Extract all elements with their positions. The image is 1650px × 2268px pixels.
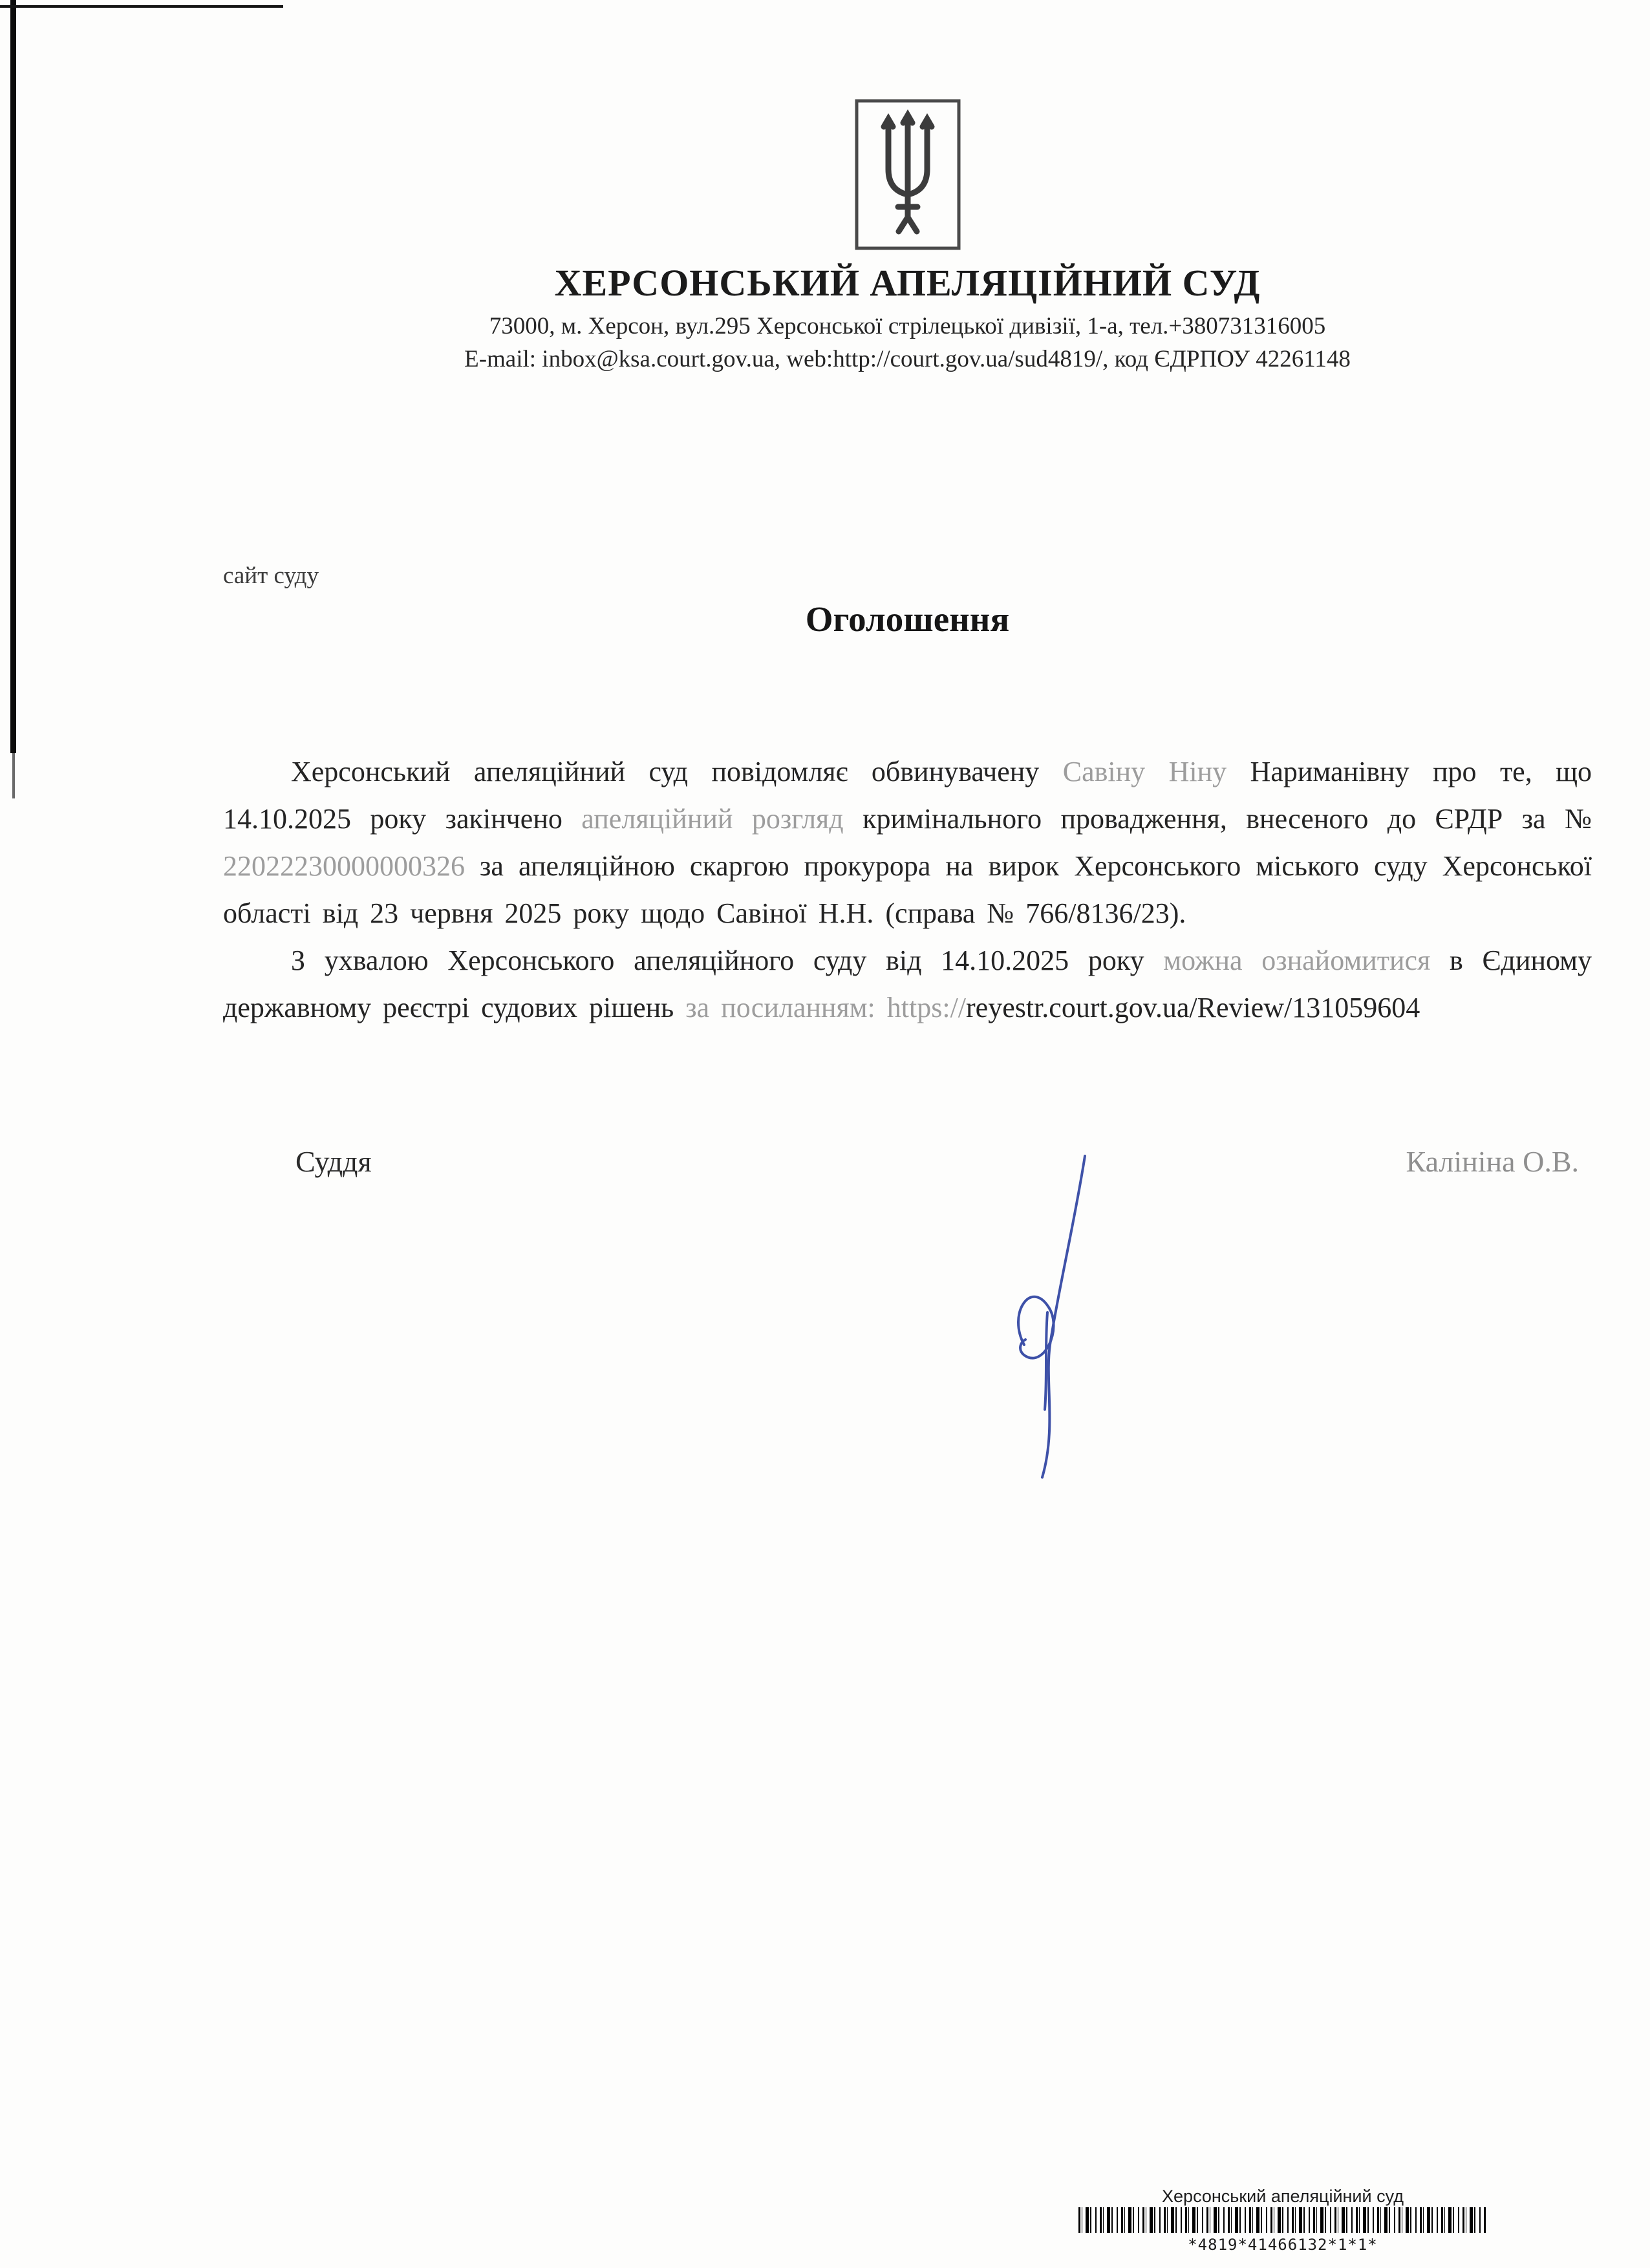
court-address: 73000, м. Херсон, вул.295 Херсонської стрілецької дивізії, 1-а, тел.+380731316005 bbox=[489, 313, 1326, 339]
announcement-body bbox=[223, 748, 1592, 1031]
footer-barcode-block bbox=[1078, 2187, 1487, 2254]
judge-name: Калініна О.В. bbox=[1406, 1145, 1579, 1178]
announcement-paragraph-1: Херсонський апеляційний суд повідомляє обвинувачену Савіну Ніну Нариманівну про те, що 14.10.2025 року закінчено апеляційний розгляд кримінального провадження, внесеного до ЄРДР за № 22022230000000326 за апеляційною скаргою прокурора на вирок Херсонського міського суду Херсонської області від 23 червня 2025 року щодо Савіної Н.Н. (справа № 766/8136/23). bbox=[223, 756, 1592, 929]
scan-artifact-left-edge bbox=[10, 0, 16, 753]
judge-signature bbox=[1002, 1151, 1106, 1487]
judge-label: Суддя bbox=[295, 1145, 372, 1178]
announcement-title: Оголошення bbox=[805, 599, 1010, 639]
scan-artifact-top-edge bbox=[0, 5, 283, 8]
barcode-number: *4819*41466132*1*1* bbox=[1188, 2236, 1378, 2254]
site-label: сайт суду bbox=[223, 562, 319, 589]
court-name: ХЕРСОНСЬКИЙ АПЕЛЯЦІЙНИЙ СУД bbox=[554, 262, 1261, 304]
ukraine-trident-icon bbox=[853, 97, 963, 252]
document-content bbox=[0, 97, 1650, 1179]
court-contact: E-mail: inbox@ksa.court.gov.ua, web:http://court.gov.ua/sud4819/, код ЄДРПОУ 42261148 bbox=[464, 346, 1351, 372]
announcement-paragraph-2: З ухвалою Херсонського апеляційного суду від 14.10.2025 року можна ознайомитися в Єдиному державному реєстрі судових рішень за посиланням: https://reyestr.court.gov.ua/Review/131059604 bbox=[223, 945, 1592, 1023]
court-emblem bbox=[853, 97, 963, 252]
scan-artifact-left-edge-tail bbox=[12, 753, 15, 798]
barcode-label: Херсонський апеляційний суд bbox=[1162, 2187, 1404, 2206]
signature-row bbox=[223, 1144, 1592, 1179]
barcode bbox=[1078, 2207, 1487, 2233]
signature-ink-icon bbox=[1002, 1151, 1106, 1487]
